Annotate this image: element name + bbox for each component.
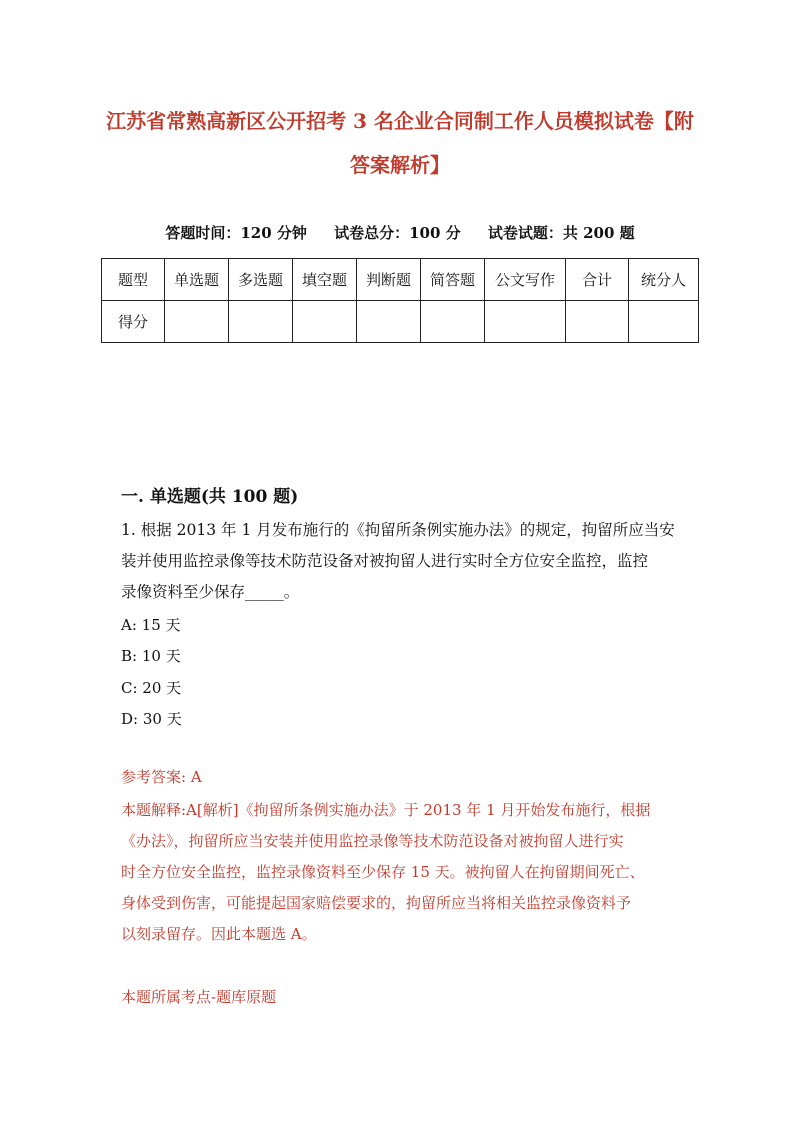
header-cell-scorer: 统分人 [629, 259, 699, 301]
title-line-2: 答案解析】 [350, 153, 450, 177]
explanation-line: 身体受到伤害，可能提起国家赔偿要求的，拘留所应当将相关监控录像资料予 [121, 894, 632, 912]
exam-question-count: 试卷试题：共 200 题 [487, 224, 635, 242]
score-cell [293, 301, 357, 343]
explanation-line: 本题解释:A[解析]《拘留所条例实施办法》于 2013 年 1 月开始发布施行，根据 [121, 801, 651, 819]
header-cell-total: 合计 [566, 259, 629, 301]
score-cell [629, 301, 699, 343]
score-cell [421, 301, 485, 343]
explanation-line: 《办法》，拘留所应当安装并使用监控录像等技术防范设备对被拘留人进行实 [121, 832, 624, 850]
header-cell-true-false: 判断题 [357, 259, 421, 301]
option-b: B: 10 天 [121, 647, 181, 665]
score-cell [485, 301, 566, 343]
question-line: 录像资料至少保存_____。 [121, 583, 300, 601]
section-title: 一. 单选题(共 100 题) [121, 487, 299, 507]
question-category: 本题所属考点-题库原题 [121, 988, 277, 1006]
score-table-score-row [102, 301, 699, 343]
reference-answer: 参考答案: A [121, 768, 202, 786]
score-cell [566, 301, 629, 343]
score-table-header-row [102, 259, 699, 301]
title-line-1: 江苏省常熟高新区公开招考 3 名企业合同制工作人员模拟试卷【附 [106, 109, 694, 133]
option-a: A: 15 天 [121, 616, 181, 634]
header-cell-single-choice: 单选题 [165, 259, 229, 301]
option-d: D: 30 天 [121, 710, 182, 728]
exam-time: 答题时间：120 分钟 [165, 224, 307, 242]
header-cell-short-answer: 简答题 [421, 259, 485, 301]
explanation-line: 时全方位安全监控，监控录像资料至少保存 15 天。被拘留人在拘留期间死亡、 [121, 863, 645, 881]
score-cell [165, 301, 229, 343]
header-cell-fill-blank: 填空题 [293, 259, 357, 301]
explanation-line: 以刻录留存。因此本题选 A。 [121, 925, 317, 943]
exam-meta [0, 222, 800, 243]
score-cell [229, 301, 293, 343]
score-table [101, 258, 699, 343]
row-label-score: 得分 [102, 301, 165, 343]
question-line: 1. 根据 2013 年 1 月发布施行的《拘留所条例实施办法》的规定，拘留所应当安 [121, 521, 675, 539]
header-cell-type: 题型 [102, 259, 165, 301]
score-cell [357, 301, 421, 343]
option-c: C: 20 天 [121, 679, 182, 697]
exam-total-score: 试卷总分：100 分 [334, 224, 461, 242]
header-cell-multi-choice: 多选题 [229, 259, 293, 301]
question-line: 装并使用监控录像等技术防范设备对被拘留人进行实时全方位安全监控，监控 [121, 552, 649, 570]
header-cell-document-writing: 公文写作 [485, 259, 566, 301]
